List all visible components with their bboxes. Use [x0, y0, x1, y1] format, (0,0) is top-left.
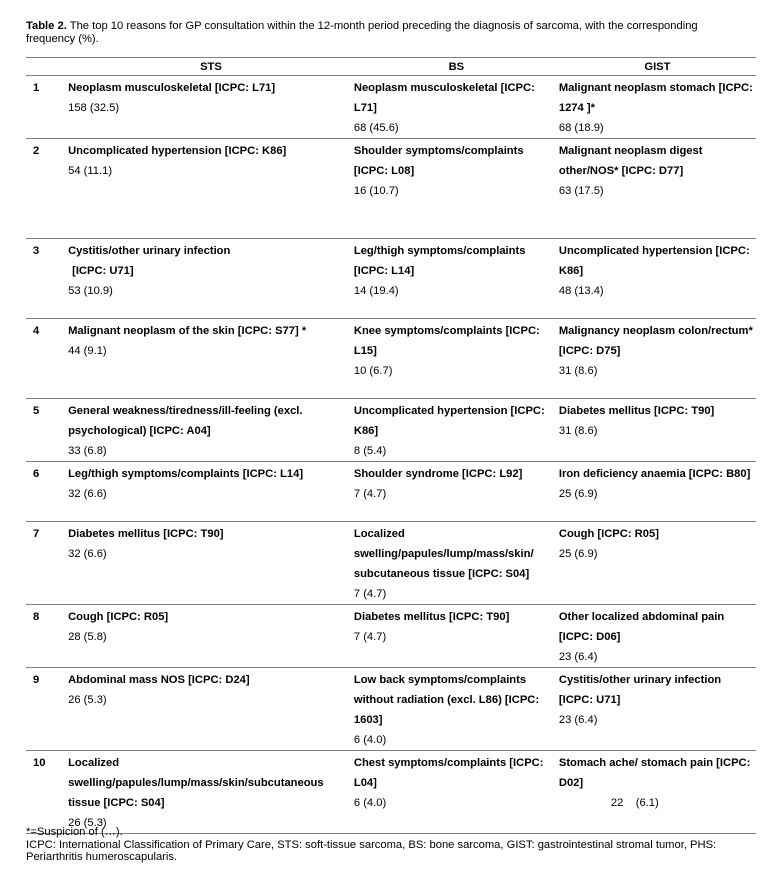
reason-frequency: 8 (5.4): [353, 445, 387, 457]
row-rank: 4: [26, 319, 68, 399]
cell-gist: [559, 139, 756, 239]
reason-frequency: 14 (19.4): [353, 285, 399, 297]
reason-name: Localized swelling/papules/lump/mass/skin/ subcutaneous tissue [ICPC: S04]: [353, 528, 534, 580]
cell-gist: [559, 751, 756, 834]
reason-frequency: 53 (10.9): [68, 285, 113, 297]
row-rank: 5: [26, 399, 68, 462]
reason-frequency: 68 (45.6): [353, 122, 399, 134]
row-rank: 7: [26, 522, 68, 605]
row-rank: 9: [26, 668, 68, 751]
table-body: [26, 76, 756, 834]
reason-name: Diabetes mellitus [ICPC: T90]: [68, 528, 224, 540]
reason-name: Iron deficiency anaemia [ICPC: B80]: [558, 468, 751, 480]
reason-frequency: 25 (6.9): [558, 548, 598, 560]
reason-name: Other localized abdominal pain [ICPC: D06]: [558, 611, 725, 643]
reason-name: Leg/thigh symptoms/complaints [ICPC: L14]: [353, 245, 526, 277]
header-bs: BS: [354, 58, 559, 76]
cell-bs: [354, 139, 559, 239]
reason-name: Diabetes mellitus [ICPC: T90]: [558, 405, 715, 417]
cell-sts: [68, 462, 354, 522]
reason-name: Uncomplicated hypertension [ICPC: K86]: [68, 145, 287, 157]
reason-frequency: 48 (13.4): [558, 285, 604, 297]
reason-name: Knee symptoms/complaints [ICPC: L15]: [353, 325, 540, 357]
reason-frequency: 23 (6.4): [558, 714, 598, 726]
reason-name: Cystitis/other urinary infection [ICPC: U71]: [558, 674, 722, 706]
reason-name: Leg/thigh symptoms/complaints [ICPC: L14]: [68, 468, 304, 480]
reason-name: Uncomplicated hypertension [ICPC: K86]: [558, 245, 750, 277]
reason-name: General weakness/tiredness/ill-feeling (excl. psychological) [ICPC: A04]: [68, 405, 303, 437]
cell-gist: [559, 399, 756, 462]
reason-name: Malignant neoplasm of the skin [ICPC: S77] *: [68, 325, 307, 337]
reason-name: Abdominal mass NOS [ICPC: D24]: [68, 674, 250, 686]
reason-frequency: 32 (6.6): [68, 488, 107, 500]
table-header-row: [26, 58, 756, 76]
row-rank: 8: [26, 605, 68, 668]
row-rank: 2: [26, 139, 68, 239]
reason-name: Uncomplicated hypertension [ICPC: K86]: [353, 405, 545, 437]
reason-frequency: 16 (10.7): [353, 185, 399, 197]
cell-gist: [559, 605, 756, 668]
cell-bs: [354, 605, 559, 668]
reason-frequency: 54 (11.1): [68, 165, 113, 177]
reason-frequency: 44 (9.1): [68, 345, 107, 357]
row-rank: 6: [26, 462, 68, 522]
reason-frequency: 31 (8.6): [558, 425, 598, 437]
reason-frequency: 23 (6.4): [558, 651, 598, 663]
table-row: [26, 605, 756, 668]
reason-frequency: 26 (5.3): [68, 694, 107, 706]
table-row: [26, 668, 756, 751]
reason-frequency: 33 (6.8): [68, 445, 107, 457]
table-row: [26, 239, 756, 319]
table-row: [26, 319, 756, 399]
reason-frequency: 31 (8.6): [558, 365, 598, 377]
reason-code: [ICPC: U71]: [72, 265, 134, 277]
reason-frequency: 22 (6.1): [610, 797, 659, 809]
reason-name: Low back symptoms/complaints without radiation (excl. L86) [ICPC: 1603]: [353, 674, 540, 726]
header-rank: [26, 58, 68, 76]
table-row: [26, 462, 756, 522]
reason-frequency: 7 (4.7): [353, 631, 387, 643]
reason-frequency: 10 (6.7): [353, 365, 393, 377]
table-caption: [26, 20, 726, 46]
table-row: [26, 522, 756, 605]
reason-frequency: 28 (5.8): [68, 631, 107, 643]
reason-name: Malignant neoplasm digest other/NOS* [ICPC: D77]: [558, 145, 703, 177]
cell-gist: [559, 319, 756, 399]
reason-name: Stomach ache/ stomach pain [ICPC: D02]: [558, 757, 751, 789]
row-rank: 3: [26, 239, 68, 319]
cell-sts: [68, 605, 354, 668]
reason-frequency: 68 (18.9): [558, 122, 604, 134]
reason-frequency: 7 (4.7): [353, 488, 387, 500]
cell-sts: [68, 399, 354, 462]
header-sts: STS: [68, 58, 354, 76]
cell-bs: [354, 76, 559, 139]
reason-name: Localized swelling/papules/lump/mass/skin/subcutaneous tissue [ICPC: S04]: [68, 757, 324, 809]
reason-name: Shoulder syndrome [ICPC: L92]: [353, 468, 523, 480]
cell-bs: [354, 399, 559, 462]
reason-frequency: 25 (6.9): [558, 488, 598, 500]
cell-sts: [68, 76, 354, 139]
reason-frequency: 26 (5.3): [68, 817, 107, 829]
cell-sts: [68, 139, 354, 239]
reason-name: Cough [ICPC: R05]: [68, 611, 169, 623]
table-row: [26, 76, 756, 139]
footnote-suspicion: *=Suspicion of (…).: [26, 826, 123, 838]
caption-label: Table 2.: [26, 20, 67, 32]
reason-name: Cough [ICPC: R05]: [558, 528, 659, 540]
reason-name: Cystitis/other urinary infection: [68, 245, 231, 257]
cell-gist: [559, 76, 756, 139]
cell-bs: [354, 522, 559, 605]
row-rank: 10: [26, 751, 68, 834]
cell-gist: [559, 462, 756, 522]
reason-frequency: 6 (4.0): [353, 734, 387, 746]
reason-name: Malignant neoplasm stomach [ICPC: 1274 ]*: [558, 82, 753, 114]
row-rank: 1: [26, 76, 68, 139]
table-footnotes: [26, 826, 726, 864]
reason-frequency: 6 (4.0): [353, 797, 387, 809]
reason-name: Shoulder symptoms/complaints [ICPC: L08]: [353, 145, 524, 177]
cell-bs: [354, 462, 559, 522]
cell-bs: [354, 239, 559, 319]
cell-bs: [354, 319, 559, 399]
footnote-abbreviations: ICPC: International Classification of Primary Care, STS: soft-tissue sarcoma, BS: bone sarcoma, GIST: gastrointestinal stromal tumor, PHS: Periarthritis humeroscapularis.: [26, 838, 717, 863]
cell-sts: [68, 319, 354, 399]
reason-name: Malignancy neoplasm colon/rectum* [ICPC: D75]: [558, 325, 753, 357]
sarcoma-gp-table: [26, 57, 756, 834]
table-row: [26, 751, 756, 834]
cell-sts: [68, 751, 354, 834]
cell-sts: [68, 239, 354, 319]
table-row: [26, 399, 756, 462]
cell-gist: [559, 668, 756, 751]
header-gist: GIST: [559, 58, 756, 76]
cell-sts: [68, 522, 354, 605]
reason-name: Neoplasm musculoskeletal [ICPC: L71]: [68, 82, 276, 94]
reason-name: Diabetes mellitus [ICPC: T90]: [353, 611, 510, 623]
cell-bs: [354, 668, 559, 751]
cell-sts: [68, 668, 354, 751]
table-row: [26, 139, 756, 239]
reason-frequency: 63 (17.5): [558, 185, 604, 197]
reason-name: Neoplasm musculoskeletal [ICPC: L71]: [353, 82, 535, 114]
reason-frequency: 158 (32.5): [68, 102, 120, 114]
cell-gist: [559, 522, 756, 605]
cell-gist: [559, 239, 756, 319]
reason-frequency: 7 (4.7): [353, 588, 387, 600]
caption-text: The top 10 reasons for GP consultation within the 12-month period preceding the diagnosis of sarcoma, with the corresponding frequency (%).: [26, 20, 698, 45]
cell-bs: [354, 751, 559, 834]
reason-name: Chest symptoms/complaints [ICPC: L04]: [353, 757, 544, 789]
reason-frequency: 32 (6.6): [68, 548, 107, 560]
